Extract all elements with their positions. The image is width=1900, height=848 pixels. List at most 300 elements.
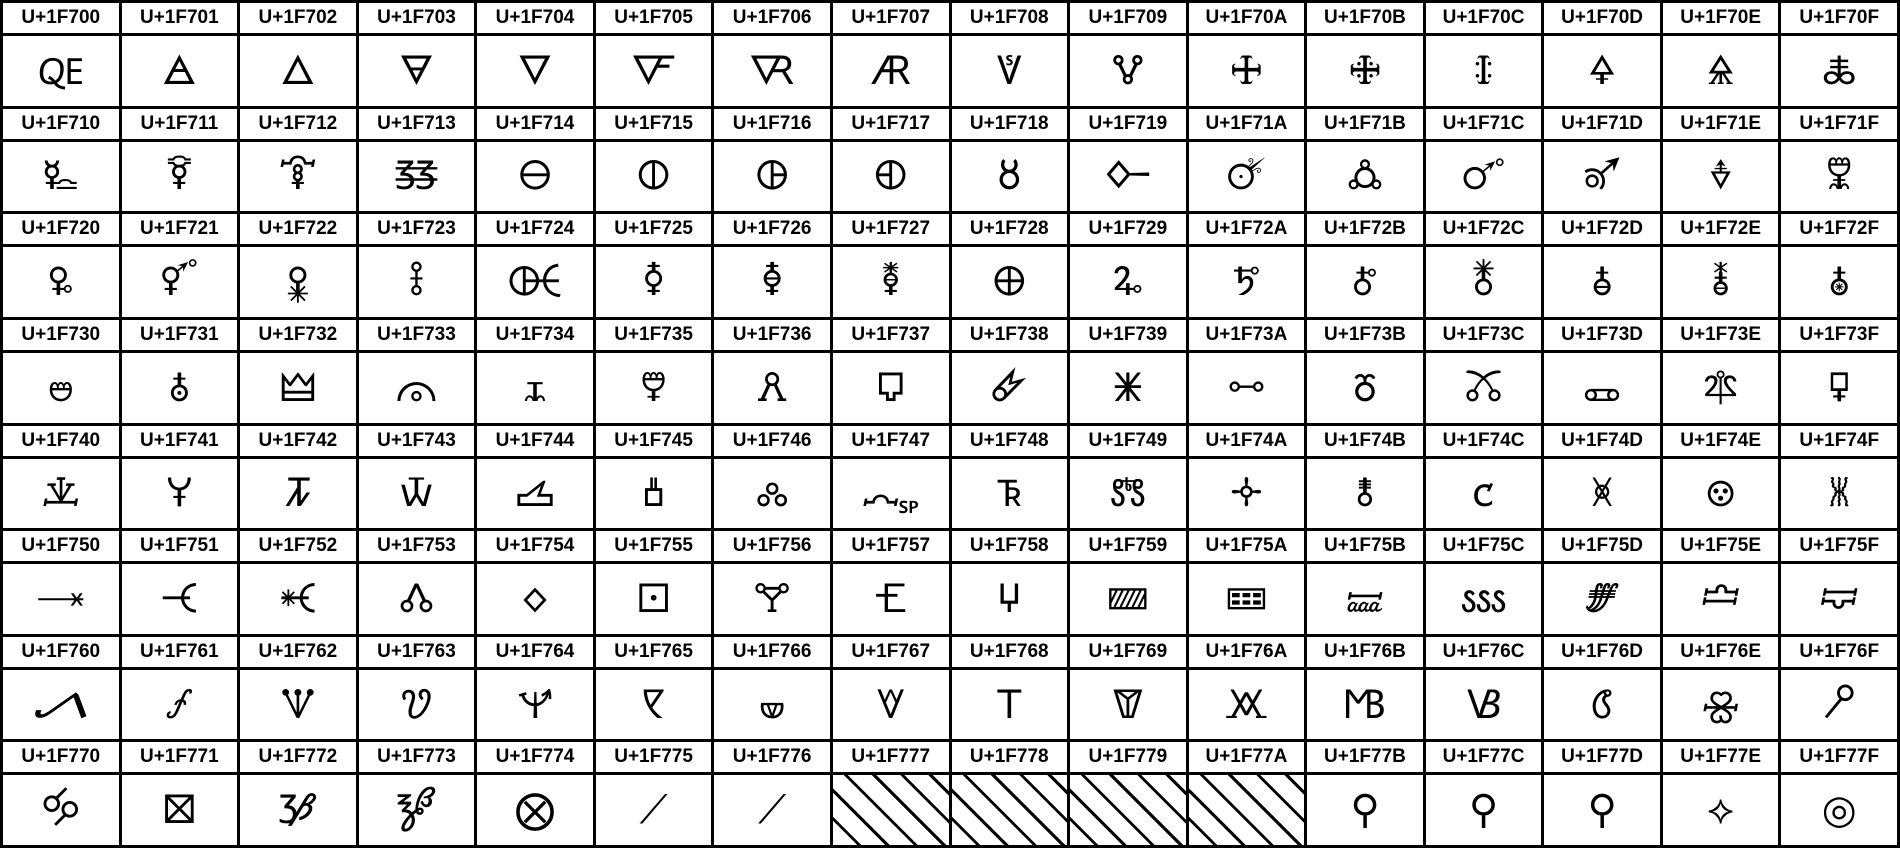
alchemical-symbol: 🝃 xyxy=(399,470,434,517)
alchemical-symbol: 🜹 xyxy=(1112,364,1143,411)
codepoint-label: U+1F738 xyxy=(952,320,1068,353)
alchemical-symbol: 🝈 xyxy=(996,470,1023,517)
glyph-cell xyxy=(596,742,715,848)
glyph-cell xyxy=(596,109,715,215)
codepoint-label: U+1F748 xyxy=(952,426,1068,459)
alchemical-symbol: ⟡ xyxy=(1707,787,1734,834)
codepoint-label: U+1F768 xyxy=(952,637,1068,670)
glyph-cell xyxy=(1544,214,1663,320)
codepoint-label: U+1F776 xyxy=(714,742,830,775)
alchemical-symbol: 🜶 xyxy=(756,364,789,411)
glyph-cell xyxy=(1663,637,1782,743)
alchemical-symbol: 🝉 xyxy=(1109,470,1147,517)
alchemical-symbol: ◎ xyxy=(1821,787,1857,834)
glyph-cell xyxy=(240,214,359,320)
alchemical-symbol: 🜙 xyxy=(1104,153,1152,200)
codepoint-label: U+1F76E xyxy=(1663,637,1779,670)
codepoint-label: U+1F724 xyxy=(477,214,593,247)
codepoint-label: U+1F71B xyxy=(1307,109,1423,142)
alchemical-symbol: 🝐 xyxy=(36,575,86,622)
alchemical-symbol: 🝒 xyxy=(279,575,317,622)
glyph-cell xyxy=(1426,426,1545,532)
glyph-cell xyxy=(1663,531,1782,637)
glyph-cell xyxy=(1426,531,1545,637)
codepoint-label: U+1F705 xyxy=(596,3,712,36)
codepoint-label: U+1F72B xyxy=(1307,214,1423,247)
codepoint-label: U+1F71A xyxy=(1189,109,1305,142)
alchemical-symbol: 🜠 xyxy=(47,259,74,306)
glyph-cell xyxy=(1781,742,1900,848)
alchemical-symbol: 🝌 xyxy=(1472,470,1495,517)
alchemical-symbol: 🜴 xyxy=(523,364,548,411)
alchemical-symbol: 🝦 xyxy=(758,681,786,728)
codepoint-label: U+1F759 xyxy=(1070,531,1186,564)
glyph-cell xyxy=(1544,637,1663,743)
alchemical-symbol: 🝘 xyxy=(998,575,1021,622)
alchemical-symbol: 🜛 xyxy=(1346,153,1384,200)
codepoint-label: U+1F704 xyxy=(477,3,593,36)
glyph-cell xyxy=(240,531,359,637)
codepoint-label: U+1F72C xyxy=(1426,214,1542,247)
glyph-cell xyxy=(1426,109,1545,215)
codepoint-label: U+1F736 xyxy=(714,320,830,353)
codepoint-label: U+1F744 xyxy=(477,426,593,459)
glyph-cell xyxy=(1426,320,1545,426)
alchemical-symbol: 🝲 xyxy=(277,787,319,834)
glyph-cell xyxy=(1781,3,1900,109)
glyph-cell xyxy=(1070,3,1189,109)
codepoint-label: U+1F72F xyxy=(1781,214,1897,247)
codepoint-label: U+1F766 xyxy=(714,637,830,670)
glyph-cell xyxy=(714,426,833,532)
glyph-cell xyxy=(833,637,952,743)
alchemical-symbol: ⟋ xyxy=(639,787,668,834)
codepoint-label: U+1F70C xyxy=(1426,3,1542,36)
alchemical-symbol: 🜚 xyxy=(1226,153,1267,200)
codepoint-label: U+1F750 xyxy=(3,531,119,564)
codepoint-label: U+1F763 xyxy=(359,637,475,670)
glyph-cell xyxy=(1307,109,1426,215)
codepoint-label: U+1F714 xyxy=(477,109,593,142)
glyph-cell xyxy=(596,3,715,109)
alchemical-symbol: 🜺 xyxy=(1227,364,1266,411)
glyph-cell xyxy=(1189,109,1308,215)
alchemical-symbol: 🜩 xyxy=(1112,259,1144,306)
codepoint-label: U+1F725 xyxy=(596,214,712,247)
alchemical-symbol: 🜪 xyxy=(1232,259,1261,306)
alchemical-symbol: 🜐 xyxy=(42,153,79,200)
alchemical-symbol: 🝓 xyxy=(398,575,435,622)
glyph-cell xyxy=(1663,109,1782,215)
codepoint-label: U+1F758 xyxy=(952,531,1068,564)
codepoint-label: U+1F720 xyxy=(3,214,119,247)
codepoint-label: U+1F75F xyxy=(1781,531,1897,564)
codepoint-label: U+1F709 xyxy=(1070,3,1186,36)
codepoint-label: U+1F742 xyxy=(240,426,356,459)
alchemical-symbol: 🜡 xyxy=(160,259,199,306)
alchemical-symbol: 🝀 xyxy=(41,470,81,517)
codepoint-label: U+1F76F xyxy=(1781,637,1897,670)
glyph-cell xyxy=(1070,320,1189,426)
glyph-cell xyxy=(1544,531,1663,637)
codepoint-label: U+1F73D xyxy=(1544,320,1660,353)
codepoint-label: U+1F749 xyxy=(1070,426,1186,459)
alchemical-symbol: 🜖 xyxy=(755,153,789,200)
alchemical-symbol: 🝍 xyxy=(1590,470,1614,517)
alchemical-symbol: 🜄 xyxy=(517,47,553,94)
codepoint-label: U+1F752 xyxy=(240,531,356,564)
alchemical-symbol: 🜆 xyxy=(748,47,796,94)
alchemical-symbol: 🜻 xyxy=(1352,364,1378,411)
alchemical-symbol: 🜣 xyxy=(408,259,425,306)
alchemical-symbol: 🝮 xyxy=(1701,681,1740,728)
glyph-cell xyxy=(952,320,1071,426)
codepoint-label: U+1F779 xyxy=(1070,742,1186,775)
codepoint-label: U+1F772 xyxy=(240,742,356,775)
glyph-cell xyxy=(833,109,952,215)
codepoint-label: U+1F769 xyxy=(1070,637,1186,670)
codepoint-label: U+1F728 xyxy=(952,214,1068,247)
alchemical-symbol: 🜌 xyxy=(1473,47,1494,94)
glyph-cell xyxy=(122,320,241,426)
reserved-cell xyxy=(1070,742,1189,848)
alchemical-symbol: 🝅 xyxy=(642,470,665,517)
codepoint-label: U+1F760 xyxy=(3,637,119,670)
alchemical-symbol: 🝠 xyxy=(33,681,89,728)
alchemical-symbol: 🝂 xyxy=(283,470,313,517)
glyph-cell xyxy=(1307,320,1426,426)
codepoint-label: U+1F74D xyxy=(1544,426,1660,459)
codepoint-label: U+1F775 xyxy=(596,742,712,775)
codepoint-label: U+1F73F xyxy=(1781,320,1897,353)
codepoint-label: U+1F75B xyxy=(1307,531,1423,564)
alchemical-symbol: 🝫 xyxy=(1344,681,1386,728)
alchemical-symbol: 🝝 xyxy=(1583,575,1621,622)
alchemical-symbol: 🝣 xyxy=(400,681,433,728)
glyph-cell xyxy=(477,426,596,532)
glyph-cell xyxy=(596,214,715,320)
codepoint-label: U+1F765 xyxy=(596,637,712,670)
alchemical-symbol: 🝑 xyxy=(160,575,198,622)
codepoint-label: U+1F737 xyxy=(833,320,949,353)
codepoint-label: U+1F77A xyxy=(1189,742,1305,775)
codepoint-label: U+1F722 xyxy=(240,214,356,247)
glyph-cell xyxy=(1663,426,1782,532)
alchemical-symbol: 🜢 xyxy=(285,259,310,306)
alchemical-symbol: 🝥 xyxy=(641,681,666,728)
glyph-cell xyxy=(1307,742,1426,848)
alchemical-symbol: 🜷 xyxy=(876,364,905,411)
reserved-cell xyxy=(1189,742,1308,848)
alchemical-symbol: ⨂ xyxy=(515,787,556,834)
codepoint-label: U+1F72D xyxy=(1544,214,1660,247)
alchemical-symbol: 🝗 xyxy=(874,575,908,622)
glyph-cell xyxy=(714,531,833,637)
codepoint-label: U+1F76B xyxy=(1307,637,1423,670)
codepoint-label: U+1F77B xyxy=(1307,742,1423,775)
glyph-cell xyxy=(714,3,833,109)
codepoint-label: U+1F706 xyxy=(714,3,830,36)
codepoint-label: U+1F75C xyxy=(1426,531,1542,564)
alchemical-symbol: 🝰 xyxy=(41,787,81,834)
glyph-cell xyxy=(952,214,1071,320)
codepoint-label: U+1F77C xyxy=(1426,742,1542,775)
alchemical-symbol: 🜮 xyxy=(1711,259,1730,306)
alchemical-symbol: 🝯 xyxy=(1822,681,1856,728)
glyph-cell xyxy=(1070,214,1189,320)
codepoint-label: U+1F747 xyxy=(833,426,949,459)
glyph-cell xyxy=(1663,742,1782,848)
alchemical-symbol: 🜫 xyxy=(1352,259,1378,306)
alchemical-symbol: 🝭 xyxy=(1590,681,1614,728)
alchemical-symbol: 🝊 xyxy=(1229,470,1264,517)
alchemical-symbol: 🜯 xyxy=(1828,259,1850,306)
glyph-cell xyxy=(833,214,952,320)
alchemical-symbol: 🜎 xyxy=(1706,47,1735,94)
glyph-cell xyxy=(122,109,241,215)
glyph-cell xyxy=(359,320,478,426)
alchemical-symbol: 🝔 xyxy=(521,575,549,622)
codepoint-label: U+1F734 xyxy=(477,320,593,353)
codepoint-label: U+1F771 xyxy=(122,742,238,775)
codepoint-label: U+1F733 xyxy=(359,320,475,353)
codepoint-label: U+1F70F xyxy=(1781,3,1897,36)
codepoint-label: U+1F721 xyxy=(122,214,238,247)
glyph-cell xyxy=(122,3,241,109)
glyph-cell xyxy=(1070,109,1189,215)
codepoint-label: U+1F735 xyxy=(596,320,712,353)
codepoint-label: U+1F74E xyxy=(1663,426,1779,459)
codepoint-label: U+1F71F xyxy=(1781,109,1897,142)
codepoint-label: U+1F739 xyxy=(1070,320,1186,353)
codepoint-label: U+1F71C xyxy=(1426,109,1542,142)
glyph-cell xyxy=(952,426,1071,532)
alchemical-symbol: 🜼 xyxy=(1464,364,1503,411)
glyph-cell xyxy=(359,531,478,637)
alchemical-symbol: 🜽 xyxy=(1582,364,1622,411)
glyph-cell xyxy=(477,109,596,215)
alchemical-symbol: 🜉 xyxy=(1111,47,1145,94)
glyph-cell xyxy=(240,109,359,215)
glyph-cell xyxy=(477,637,596,743)
glyph-cell xyxy=(477,3,596,109)
codepoint-label: U+1F757 xyxy=(833,531,949,564)
glyph-cell xyxy=(122,531,241,637)
glyph-cell xyxy=(1663,214,1782,320)
alchemical-symbol: 🝳 xyxy=(395,787,438,834)
codepoint-label: U+1F77E xyxy=(1663,742,1779,775)
glyph-cell xyxy=(833,320,952,426)
alchemical-symbol: 🜤 xyxy=(507,259,563,306)
codepoint-label: U+1F761 xyxy=(122,637,238,670)
alchemical-symbol: 🝬 xyxy=(1465,681,1502,728)
codepoint-label: U+1F767 xyxy=(833,637,949,670)
glyph-cell xyxy=(952,109,1071,215)
codepoint-label: U+1F74B xyxy=(1307,426,1423,459)
codepoint-label: U+1F711 xyxy=(122,109,238,142)
glyph-cell xyxy=(359,3,478,109)
alchemical-symbol: 🜱 xyxy=(168,364,190,411)
codepoint-label: U+1F729 xyxy=(1070,214,1186,247)
codepoint-label: U+1F713 xyxy=(359,109,475,142)
glyph-cell xyxy=(1781,426,1900,532)
alchemical-symbol: 🝆 xyxy=(755,470,789,517)
alchemical-symbol: 🜍 xyxy=(1588,47,1617,94)
codepoint-label: U+1F707 xyxy=(833,3,949,36)
glyph-cell xyxy=(240,320,359,426)
alchemical-symbol: 🜇 xyxy=(869,47,913,94)
alchemical-symbol: 🜰 xyxy=(47,364,74,411)
alchemical-symbol: ⟋ xyxy=(758,787,787,834)
codepoint-label: U+1F751 xyxy=(122,531,238,564)
alchemical-symbol: 🝛 xyxy=(1345,575,1385,622)
alchemical-symbol: 🜓 xyxy=(393,153,440,200)
codepoint-label: U+1F75A xyxy=(1189,531,1305,564)
codepoint-label: U+1F73B xyxy=(1307,320,1423,353)
alchemical-symbol: 🝱 xyxy=(163,787,196,834)
glyph-cell xyxy=(122,426,241,532)
alchemical-symbol: 🜏 xyxy=(1821,47,1857,94)
alchemical-symbol: 🝨 xyxy=(995,681,1024,728)
alchemical-symbol: 🜧 xyxy=(881,259,901,306)
glyph-cell xyxy=(1426,742,1545,848)
alchemical-symbol: 🜥 xyxy=(643,259,665,306)
codepoint-label: U+1F70B xyxy=(1307,3,1423,36)
reserved-hatch xyxy=(952,775,1068,845)
codepoint-label: U+1F70D xyxy=(1544,3,1660,36)
alchemical-symbol: 🜲 xyxy=(279,364,317,411)
codepoint-label: U+1F715 xyxy=(596,109,712,142)
glyph-cell xyxy=(3,214,122,320)
glyph-cell xyxy=(833,531,952,637)
alchemical-symbol: 🝢 xyxy=(280,681,316,728)
codepoint-label: U+1F76A xyxy=(1189,637,1305,670)
codepoint-label: U+1F731 xyxy=(122,320,238,353)
glyph-cell xyxy=(714,637,833,743)
codepoint-label: U+1F774 xyxy=(477,742,593,775)
codepoint-label: U+1F755 xyxy=(596,531,712,564)
alchemical-symbol: 🜈 xyxy=(995,47,1024,94)
reserved-hatch xyxy=(1189,775,1305,845)
codepoint-label: U+1F754 xyxy=(477,531,593,564)
alchemical-symbol: 🜞 xyxy=(1708,153,1733,200)
glyph-cell xyxy=(1781,109,1900,215)
codepoint-label: U+1F762 xyxy=(240,637,356,670)
codepoint-label: U+1F701 xyxy=(122,3,238,36)
glyph-cell xyxy=(3,426,122,532)
codepoint-label: U+1F719 xyxy=(1070,109,1186,142)
codepoint-label: U+1F756 xyxy=(714,531,830,564)
codepoint-label: U+1F777 xyxy=(833,742,949,775)
glyph-cell xyxy=(1663,320,1782,426)
reserved-hatch xyxy=(1070,775,1186,845)
alchemical-symbol: 🜕 xyxy=(636,153,671,200)
codepoint-label: U+1F753 xyxy=(359,531,475,564)
alchemical-symbol: 🜘 xyxy=(997,153,1022,200)
alchemical-symbol: ⚲ xyxy=(1350,787,1380,834)
glyph-cell xyxy=(1189,3,1308,109)
alchemical-symbol: 🝡 xyxy=(164,681,195,728)
alchemical-symbol: 🝜 xyxy=(1459,575,1508,622)
codepoint-label: U+1F73A xyxy=(1189,320,1305,353)
glyph-cell xyxy=(1544,320,1663,426)
codepoint-label: U+1F745 xyxy=(596,426,712,459)
alchemical-symbol: 🜾 xyxy=(1702,364,1739,411)
glyph-cell xyxy=(596,426,715,532)
glyph-cell xyxy=(596,637,715,743)
alchemical-symbol: 🜝 xyxy=(1582,153,1622,200)
glyph-cell xyxy=(3,531,122,637)
glyph-cell xyxy=(1426,3,1545,109)
glyph-cell xyxy=(714,109,833,215)
codepoint-label: U+1F743 xyxy=(359,426,475,459)
alchemical-symbol: 🜗 xyxy=(873,153,908,200)
alchemical-symbol: 🝏 xyxy=(1828,470,1851,517)
codepoint-label: U+1F717 xyxy=(833,109,949,142)
glyph-cell xyxy=(1544,426,1663,532)
glyph-cell xyxy=(952,637,1071,743)
glyph-cell xyxy=(1189,637,1308,743)
codepoint-label: U+1F77F xyxy=(1781,742,1897,775)
alchemical-symbol: 🜵 xyxy=(640,364,667,411)
glyph-cell xyxy=(1426,637,1545,743)
codepoint-label: U+1F74F xyxy=(1781,426,1897,459)
codepoint-label: U+1F75E xyxy=(1663,531,1779,564)
glyph-cell xyxy=(1189,320,1308,426)
codepoint-label: U+1F716 xyxy=(714,109,830,142)
glyph-cell xyxy=(359,214,478,320)
glyph-cell xyxy=(359,426,478,532)
glyph-cell xyxy=(122,214,241,320)
glyph-cell xyxy=(240,637,359,743)
codepoint-label: U+1F778 xyxy=(952,742,1068,775)
alchemical-symbol: 🜋 xyxy=(1348,47,1382,94)
glyph-cell xyxy=(1070,531,1189,637)
alchemical-symbol: 🜨 xyxy=(992,259,1027,306)
glyph-cell xyxy=(1544,3,1663,109)
glyph-cell xyxy=(1781,531,1900,637)
codepoint-label: U+1F76C xyxy=(1426,637,1542,670)
codepoint-label: U+1F708 xyxy=(952,3,1068,36)
glyph-cell xyxy=(1070,637,1189,743)
reserved-hatch xyxy=(833,775,949,845)
glyph-cell xyxy=(1781,637,1900,743)
alchemical-symbol: 🜁 xyxy=(161,47,197,94)
alchemical-symbol: 🝎 xyxy=(1705,470,1736,517)
codepoint-label: U+1F702 xyxy=(240,3,356,36)
codepoint-label: U+1F732 xyxy=(240,320,356,353)
codepoint-label: U+1F76D xyxy=(1544,637,1660,670)
codepoint-label: U+1F77D xyxy=(1544,742,1660,775)
glyph-cell xyxy=(1070,426,1189,532)
glyph-cell xyxy=(833,3,952,109)
alchemical-symbol: 🜸 xyxy=(990,364,1029,411)
alchemical-symbol: 🝁 xyxy=(165,470,193,517)
glyph-cell xyxy=(1307,426,1426,532)
glyph-cell xyxy=(1307,531,1426,637)
glyph-cell xyxy=(3,742,122,848)
alchemical-symbol: 🝧 xyxy=(875,681,906,728)
alchemical-symbol: 🝄 xyxy=(515,470,555,517)
glyph-cell xyxy=(1307,3,1426,109)
glyph-cell xyxy=(240,3,359,109)
codepoint-label: U+1F73E xyxy=(1663,320,1779,353)
glyph-cell xyxy=(1781,320,1900,426)
glyph-cell xyxy=(3,637,122,743)
glyph-cell xyxy=(1189,426,1308,532)
glyph-cell xyxy=(596,320,715,426)
glyph-cell xyxy=(359,109,478,215)
